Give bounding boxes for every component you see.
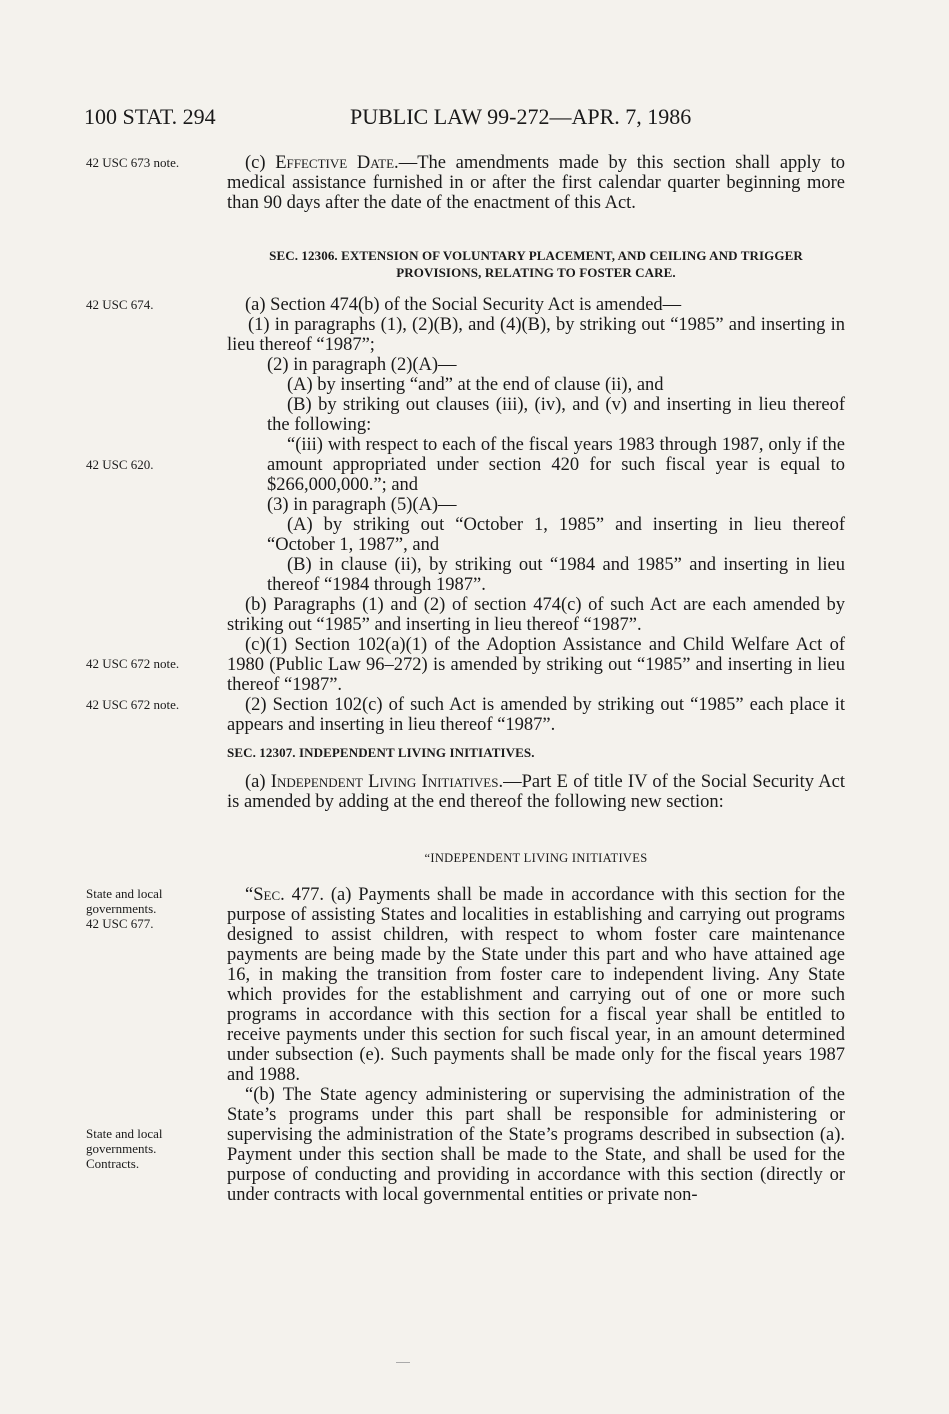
page-mark bbox=[396, 1362, 410, 1363]
margin-note-usc-674: 42 USC 674. bbox=[86, 297, 154, 312]
margin-note-state-local-1 bbox=[86, 886, 221, 931]
margin-note-citation: 42 USC 677. bbox=[86, 916, 154, 931]
paragraph: (1) in paragraphs (1), (2)(B), and (4)(B), by striking out “1985” and inserting in lieu thereof “1987”; bbox=[227, 315, 845, 355]
margin-note-contracts: Contracts. bbox=[86, 1156, 140, 1171]
para-prefix: (a) bbox=[245, 772, 271, 792]
para-lead: Independent Living Initiatives. bbox=[270, 772, 504, 792]
paragraph bbox=[227, 772, 845, 812]
section-heading: SEC. 12306. EXTENSION OF VOLUNTARY PLACEMENT, AND CEILING AND TRIGGER PROVISIONS, RELATING TO FOSTER CARE. bbox=[269, 248, 803, 280]
para-text: —Part E of title IV of the Social Security Act is amended by adding at the end thereof the following new section: bbox=[227, 772, 845, 812]
paragraph: (A) by inserting “and” at the end of clause (ii), and bbox=[287, 375, 664, 395]
paragraph: (3) in paragraph (5)(A)— bbox=[267, 495, 457, 515]
paragraph bbox=[227, 885, 845, 1085]
paragraph: (2) Section 102(c) of such Act is amended by striking out “1985” each place it appears and inserting in lieu thereof “1987”. bbox=[227, 695, 845, 735]
section-subtitle: “INDEPENDENT LIVING INITIATIVES bbox=[424, 851, 648, 865]
para-lead: Effective Date. bbox=[275, 153, 399, 173]
margin-note-usc-672-a: 42 USC 672 note. bbox=[86, 656, 180, 671]
section-heading: SEC. 12307. INDEPENDENT LIVING INITIATIVES. bbox=[227, 745, 535, 760]
paragraph: (2) in paragraph (2)(A)— bbox=[267, 355, 457, 375]
law-title: PUBLIC LAW 99-272—APR. 7, 1986 bbox=[350, 104, 692, 129]
para-lead: Sec. bbox=[253, 885, 285, 905]
margin-note-label: State and local governments. bbox=[86, 886, 163, 916]
para-prefix: (c) bbox=[245, 153, 276, 173]
paragraph: “(b) The State agency administering or supervising the administration of the State’s programs under this part shall be responsible for administering or supervising the administration of the State’s programs described in subsection (a). Payment under this section shall be made to the State, and shall be used for the purpose of conducting and providing in accordance with this section (directly or under contracts with local governmental entities or private non- bbox=[227, 1085, 845, 1205]
paragraph: “(iii) with respect to each of the fiscal years 1983 through 1987, only if the amount appropriated under section 420 for such fiscal year is equal to $266,000,000.”; and bbox=[267, 435, 845, 495]
paragraph: (B) in clause (ii), by striking out “1984 and 1985” and inserting in lieu thereof “1984 through 1987”. bbox=[267, 555, 845, 595]
para-text: —The amendments made by this section shall apply to medical assistance furnished in or after the first calendar quarter beginning more than 90 days after the date of the enactment of this Act. bbox=[227, 153, 845, 213]
margin-note-usc-673: 42 USC 673 note. bbox=[86, 155, 180, 170]
independent-living-paragraph bbox=[227, 772, 845, 812]
sec-12306-body bbox=[227, 295, 845, 735]
para-text: 477. (a) Payments shall be made in accordance with this section for the purpose of assisting States and localities in establishing and carrying out programs designed to assist children, with respect to whom foster care maintenance payments are being made by the State under this part and who have attained age 16, in making the transition from foster care to independent living. Any State which provides for the establishment and carrying out of one or more such programs in accordance with this section for a fiscal year shall be entitled to receive payments under this section for such fiscal year, in an amount determined under subsection (e). Such payments shall be made only for the fiscal years 1987 and 1988. bbox=[227, 885, 845, 1085]
sec-477-body bbox=[227, 885, 845, 1205]
paragraph: (b) Paragraphs (1) and (2) of section 474(c) of such Act are each amended by striking out “1985” and inserting in lieu thereof “1987”. bbox=[227, 595, 845, 635]
paragraph: (B) by striking out clauses (iii), (iv), and (v) and inserting in lieu thereof the following: bbox=[267, 395, 845, 435]
quote-mark: “ bbox=[245, 885, 254, 905]
effective-date-paragraph bbox=[227, 153, 845, 213]
margin-note-state-local-2 bbox=[86, 1126, 221, 1171]
margin-note-label: State and local governments. bbox=[86, 1126, 163, 1156]
stat-page-number: 100 STAT. 294 bbox=[84, 104, 216, 129]
running-head bbox=[84, 104, 864, 138]
sec-12307-heading bbox=[227, 744, 845, 761]
sec-12306-heading bbox=[227, 247, 845, 281]
new-section-title bbox=[227, 851, 845, 866]
margin-note-usc-620: 42 USC 620. bbox=[86, 457, 154, 472]
margin-note-usc-672-b: 42 USC 672 note. bbox=[86, 697, 180, 712]
paragraph: (c)(1) Section 102(a)(1) of the Adoption Assistance and Child Welfare Act of 1980 (Public Law 96–272) is amended by striking out “1985” and inserting in lieu thereof “1987”. bbox=[227, 635, 845, 695]
paragraph: (a) Section 474(b) of the Social Security Act is amended— bbox=[245, 295, 682, 315]
paragraph bbox=[227, 153, 845, 213]
paragraph: (A) by striking out “October 1, 1985” and inserting in lieu thereof “October 1, 1987”, and bbox=[267, 515, 845, 555]
